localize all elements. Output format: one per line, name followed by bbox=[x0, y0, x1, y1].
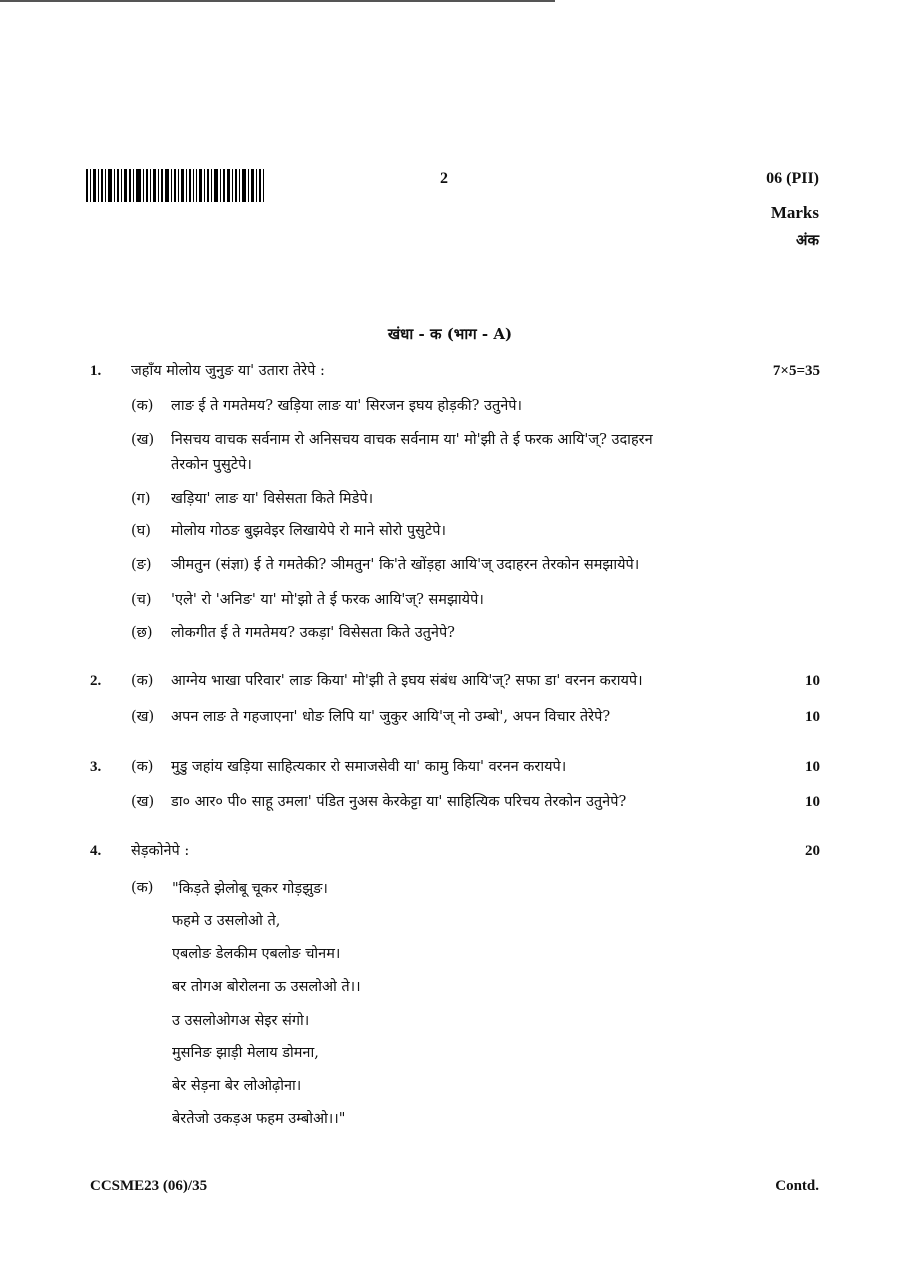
question-text: सेड़कोनेपे : bbox=[131, 843, 190, 859]
sub-question-label: (क) bbox=[131, 398, 154, 414]
poem-line: उ उसलोओगअ सेइर संगो। bbox=[172, 1013, 310, 1029]
sub-question-label: (क) bbox=[131, 759, 154, 775]
question-marks: 10 bbox=[805, 759, 820, 775]
sub-question bbox=[131, 757, 566, 777]
section-title: खंधा - क (भाग - A) bbox=[387, 325, 513, 343]
sub-question-text: मोलोय गोठङ बुझवेइर लिखायेपे रो माने सोरो पुसुटेपे। bbox=[171, 523, 446, 539]
question-marks: 10 bbox=[805, 794, 820, 810]
barcode-image bbox=[86, 169, 264, 202]
question-number: 3. bbox=[90, 759, 102, 775]
poem-line: बेर सेड़ना बेर लोओढ़ोना। bbox=[172, 1078, 302, 1094]
sub-question bbox=[131, 521, 446, 541]
question-number: 2. bbox=[90, 673, 102, 689]
question-text: जहाँय मोलोय जुनुङ या' उतारा तेरेपे : bbox=[131, 363, 325, 379]
page-number: 2 bbox=[440, 170, 448, 187]
sub-question-label: (ग) bbox=[131, 491, 151, 507]
sub-question-text: आग्नेय भाखा परिवार' लाङ किया' मो'झी ते इघय संबंध आयि'ज्? सफा डा' वरनन करायपे। bbox=[171, 673, 643, 689]
question-marks: 10 bbox=[805, 709, 820, 725]
sub-question bbox=[131, 590, 484, 610]
question-number: 1. bbox=[90, 363, 102, 379]
sub-question-label: (क) bbox=[131, 673, 154, 689]
marks-heading-hi: अंक bbox=[796, 231, 819, 249]
sub-question-text: अपन लाङ ते गहजाएना' धोङ लिपि या' जुकुर आयि'ज् नो उम्बो', अपन विचार तेरेपे? bbox=[171, 709, 611, 725]
sub-question-text: डा० आर० पी० साहू उमला' पंडित नुअस केरकेट्टा या' साहित्यिक परिचय तेरकोन उतुनेपे? bbox=[171, 794, 627, 810]
sub-question bbox=[131, 792, 626, 812]
question-number: 4. bbox=[90, 843, 102, 859]
sub-question bbox=[131, 707, 610, 727]
footer-contd: Contd. bbox=[775, 1178, 819, 1194]
sub-question-label: (ख) bbox=[131, 794, 155, 810]
poem-line: बेरतेजो उकड़अ फहम उम्बोओ।।" bbox=[172, 1111, 346, 1127]
sub-question bbox=[131, 623, 455, 643]
poem-line: फहमे उ उसलोओ ते, bbox=[172, 913, 281, 929]
top-rule bbox=[0, 0, 555, 2]
question-marks: 20 bbox=[805, 843, 820, 859]
sub-question-label: (घ) bbox=[131, 523, 151, 539]
sub-question bbox=[131, 396, 522, 416]
sub-question-label: (ख) bbox=[131, 709, 155, 725]
question-marks: 10 bbox=[805, 673, 820, 689]
sub-question-text: ञीमतुन (संज्ञा) ई ते गमतेकी? ञीमतुन' कि'ते खोंड़हा आयि'ज् उदाहरन तेरकोन समझायेपे। bbox=[171, 557, 640, 573]
footer-code: CCSME23 (06)/35 bbox=[90, 1178, 208, 1194]
poem-line: मुसनिङ झाड़ी मेलाय डोमना, bbox=[172, 1045, 319, 1061]
sub-question-text: खड़िया' लाङ या' विसेसता किते मिडेपे। bbox=[171, 491, 374, 507]
poem-line: बर तोगअ बोरोलना ऊ उसलोओ ते।। bbox=[172, 979, 361, 995]
sub-question-text: मुडु जहांय खड़िया साहित्यकार रो समाजसेवी या' कामु किया' वरनन करायपे। bbox=[171, 759, 567, 775]
sub-question-text: निसचय वाचक सर्वनाम रो अनिसचय वाचक सर्वनाम या' मो'झी ते ई फरक आयि'ज्? उदाहरन bbox=[171, 432, 653, 448]
sub-question-text: लाङ ई ते गमतेमय? खड़िया लाङ या' सिरजन इघय होड़की? उतुनेपे। bbox=[171, 398, 523, 414]
sub-question-continuation: तेरकोन पुसुटेपे। bbox=[171, 457, 252, 473]
paper-code: 06 (PII) bbox=[766, 170, 819, 187]
sub-question-label: (छ) bbox=[131, 625, 153, 641]
sub-question-text: 'एले' रो 'अनिङ' या' मो'झो ते ई फरक आयि'ज्? समझायेपे। bbox=[171, 592, 484, 608]
sub-question bbox=[131, 430, 653, 450]
poem-line: "किड़ते झेलोबू चूकर गोड़झुङ। bbox=[172, 881, 328, 897]
sub-question bbox=[131, 555, 639, 575]
sub-question-label: (च) bbox=[131, 592, 152, 608]
marks-heading-en: Marks bbox=[770, 203, 819, 222]
sub-question bbox=[131, 671, 643, 691]
sub-question-label: (ङ) bbox=[131, 557, 152, 573]
poem-line: एबलोङ डेलकीम एबलोङ चोनम। bbox=[172, 946, 341, 962]
sub-question-text: लोकगीत ई ते गमतेमय? उकड़ा' विसेसता किते उतुनेपे? bbox=[171, 625, 455, 641]
question-marks: 7×5=35 bbox=[772, 363, 820, 379]
sub-question bbox=[131, 489, 373, 509]
sub-question-label: (ख) bbox=[131, 432, 155, 448]
sub-question-label: (क) bbox=[131, 880, 154, 896]
